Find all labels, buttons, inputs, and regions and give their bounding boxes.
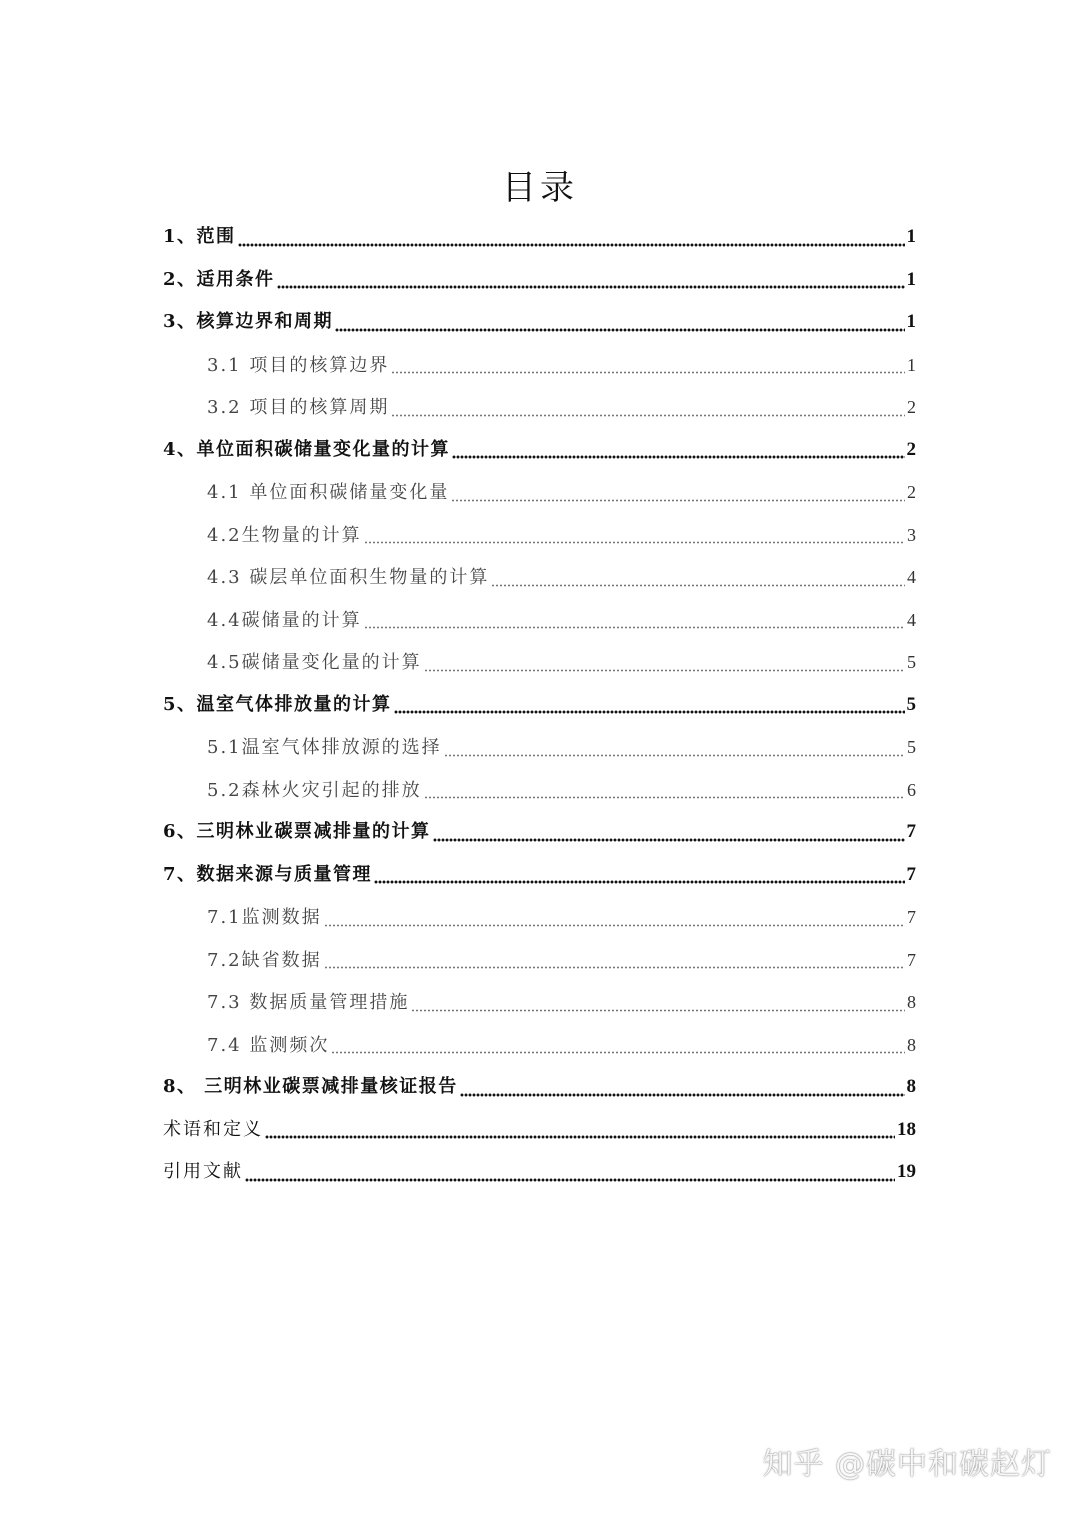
toc-dot-leader — [411, 1009, 905, 1012]
toc-entry-label: 7.1监测数据 — [207, 907, 322, 928]
table-of-contents — [163, 216, 916, 1194]
toc-entry-label: 3、核算边界和周期 — [163, 311, 334, 332]
toc-entry-page-number: 2 — [907, 482, 916, 502]
toc-entry-page-number: 4 — [907, 609, 916, 630]
toc-entry-label: 7.4 监测频次 — [207, 1034, 330, 1056]
toc-entry-page-number: 7 — [907, 907, 916, 927]
toc-entry[interactable] — [163, 216, 916, 259]
toc-entry[interactable] — [163, 1151, 916, 1194]
toc-entry[interactable] — [163, 641, 916, 684]
toc-dot-leader — [424, 669, 905, 672]
toc-entry[interactable] — [163, 599, 916, 642]
toc-entry-page-number: 19 — [897, 1161, 916, 1182]
toc-entry-page-number: 2 — [906, 438, 916, 460]
toc-entry-label: 4.3 碳层单位面积生物量的计算 — [207, 567, 490, 588]
toc-entry[interactable] — [163, 854, 916, 897]
watermark: 知乎 @碳中和碳赵灯 — [762, 1447, 1052, 1482]
toc-entry-page-number: 7 — [907, 949, 916, 970]
toc-entry[interactable] — [163, 301, 916, 344]
toc-entry[interactable] — [163, 726, 916, 769]
toc-dot-leader — [324, 966, 905, 969]
toc-dot-leader — [277, 285, 905, 289]
toc-entry-page-number: 1 — [907, 354, 916, 375]
toc-entry-label: 4.4碳储量的计算 — [207, 609, 362, 631]
toc-dot-leader — [433, 838, 905, 842]
toc-entry-label: 术语和定义 — [163, 1118, 263, 1140]
toc-dot-leader — [335, 328, 904, 332]
toc-dot-leader — [374, 880, 904, 884]
page-title: 目录 — [502, 168, 578, 208]
toc-entry-page-number: 5 — [906, 693, 916, 715]
toc-dot-leader — [238, 243, 905, 247]
toc-entry[interactable] — [163, 939, 916, 982]
toc-entry[interactable] — [163, 386, 916, 429]
toc-entry-page-number: 18 — [897, 1118, 916, 1140]
toc-entry-label: 4.2生物量的计算 — [207, 524, 362, 546]
toc-entry-label: 4、单位面积碳储量变化量的计算 — [163, 438, 451, 460]
toc-dot-leader — [364, 541, 905, 544]
toc-entry[interactable] — [163, 1109, 916, 1152]
toc-entry-page-number: 3 — [907, 524, 916, 545]
toc-dot-leader — [444, 754, 905, 757]
toc-entry[interactable] — [163, 471, 916, 514]
toc-entry-page-number: 8 — [906, 1076, 916, 1097]
toc-entry-label: 3.1 项目的核算边界 — [207, 354, 390, 376]
toc-entry-label: 1、范围 — [163, 226, 236, 247]
toc-entry[interactable] — [163, 429, 916, 472]
toc-entry-label: 5.1温室气体排放源的选择 — [207, 737, 442, 758]
toc-entry[interactable] — [163, 344, 916, 387]
toc-dot-leader — [394, 710, 905, 714]
toc-entry-label: 4.5碳储量变化量的计算 — [207, 652, 422, 673]
toc-entry-page-number: 8 — [907, 1034, 916, 1055]
toc-entry[interactable] — [163, 1066, 916, 1109]
toc-entry-label: 5.2森林火灾引起的排放 — [207, 779, 422, 801]
toc-entry-label: 7、数据来源与质量管理 — [163, 863, 373, 885]
toc-dot-leader — [491, 584, 905, 587]
toc-entry-page-number: 8 — [907, 992, 916, 1012]
toc-entry[interactable] — [163, 514, 916, 557]
toc-entry-page-number: 1 — [906, 311, 916, 332]
toc-entry-label: 7.2缺省数据 — [207, 949, 322, 971]
toc-dot-leader — [331, 1051, 905, 1054]
toc-entry-label: 5、温室气体排放量的计算 — [163, 693, 392, 715]
toc-entry[interactable] — [163, 556, 916, 599]
toc-entry[interactable] — [163, 259, 916, 302]
toc-entry-page-number: 1 — [906, 226, 916, 247]
toc-dot-leader — [364, 626, 905, 629]
toc-entry-label: 8、 三明林业碳票减排量核证报告 — [163, 1076, 458, 1097]
toc-dot-leader — [245, 1178, 895, 1182]
toc-dot-leader — [265, 1135, 895, 1139]
toc-dot-leader — [460, 1093, 905, 1097]
toc-entry-page-number: 5 — [907, 652, 916, 672]
toc-entry[interactable] — [163, 811, 916, 854]
toc-entry-label: 引用文献 — [163, 1161, 243, 1182]
toc-entry[interactable] — [163, 896, 916, 939]
toc-entry-page-number: 7 — [906, 863, 916, 885]
toc-entry-label: 3.2 项目的核算周期 — [207, 397, 390, 418]
toc-dot-leader — [424, 796, 905, 799]
toc-entry[interactable] — [163, 981, 916, 1024]
toc-entry-page-number: 6 — [907, 779, 916, 800]
toc-entry-page-number: 2 — [907, 397, 916, 417]
toc-entry-label: 2、适用条件 — [163, 268, 275, 290]
toc-entry-page-number: 7 — [906, 821, 916, 842]
toc-dot-leader — [324, 924, 905, 927]
toc-entry[interactable] — [163, 769, 916, 812]
toc-entry-label: 6、三明林业碳票减排量的计算 — [163, 821, 431, 842]
toc-entry-label: 4.1 单位面积碳储量变化量 — [207, 482, 450, 503]
toc-entry-page-number: 4 — [907, 567, 916, 587]
toc-dot-leader — [452, 455, 904, 459]
toc-entry-label: 7.3 数据质量管理措施 — [207, 992, 410, 1013]
toc-entry[interactable] — [163, 1024, 916, 1067]
toc-dot-leader — [451, 499, 905, 502]
toc-entry-page-number: 1 — [906, 268, 916, 290]
toc-entry-page-number: 5 — [907, 737, 916, 757]
toc-dot-leader — [391, 371, 905, 374]
toc-dot-leader — [391, 414, 905, 417]
toc-entry[interactable] — [163, 684, 916, 727]
